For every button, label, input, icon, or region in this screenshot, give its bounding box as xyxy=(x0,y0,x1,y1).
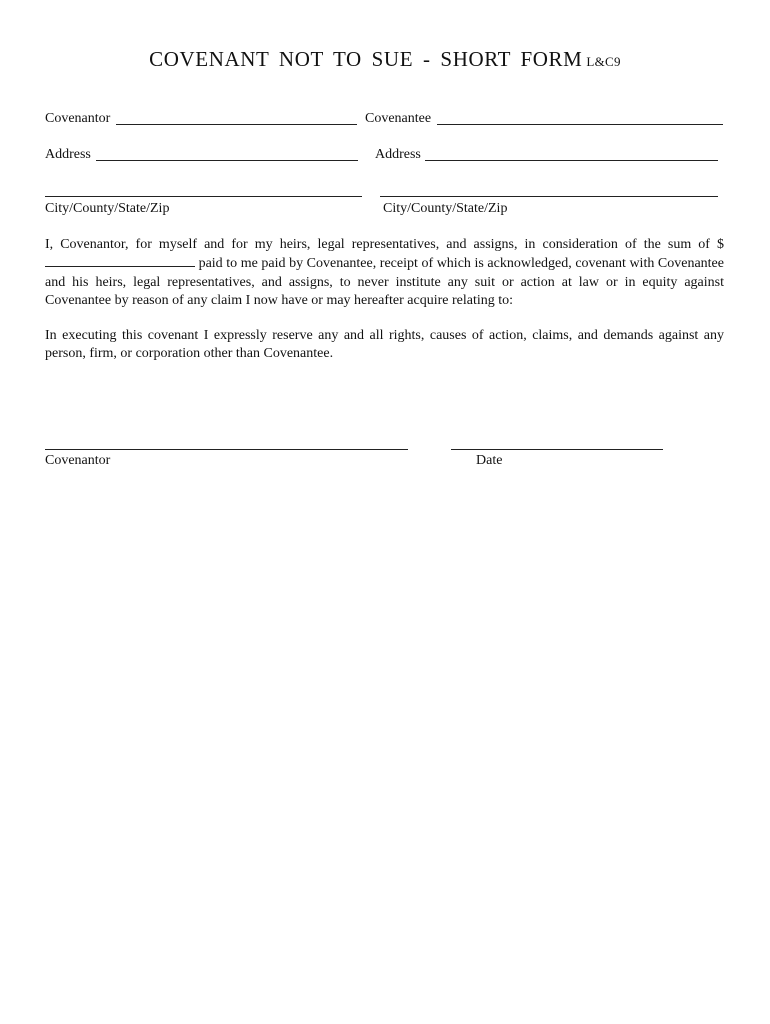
city-left-label: City/County/State/Zip xyxy=(45,201,170,216)
covenantor-label: Covenantor xyxy=(45,111,111,126)
address-left-line[interactable] xyxy=(96,160,358,161)
signature-covenantor-label: Covenantor xyxy=(45,453,111,468)
covenantee-label: Covenantee xyxy=(365,111,432,126)
title-text: COVENANT NOT TO SUE - SHORT FORM xyxy=(149,47,583,71)
para1-start: I, Covenantor, for myself and for my heirs, legal representatives, and assigns, in consideration of the sum of $ xyxy=(45,237,724,252)
date-line[interactable] xyxy=(451,449,663,450)
city-left-line[interactable] xyxy=(45,196,362,197)
signature-date-label: Date xyxy=(476,453,503,468)
covenantor-signature-line[interactable] xyxy=(45,449,408,450)
city-right-line[interactable] xyxy=(380,196,718,197)
form-code: L&C9 xyxy=(586,54,621,69)
para1-rest: paid to me paid by Covenantee, receipt of which is acknowledged, covenant with Covenantee and his heirs, legal representatives, and assigns, to never institute any suit or action at law or in equity against Covenantee by reason of any claim I now have or may hereafter acquire relating to: xyxy=(45,256,724,308)
document-title xyxy=(0,47,770,72)
address-right-label: Address xyxy=(375,147,421,162)
covenantor-name-line[interactable] xyxy=(116,124,357,125)
reservation-paragraph: In executing this covenant I expressly reserve any and all rights, causes of action, claims, and demands against any person, firm, or corporation other than Covenantee. xyxy=(45,328,724,362)
address-left-label: Address xyxy=(45,147,91,162)
covenantee-name-line[interactable] xyxy=(437,124,723,125)
address-right-line[interactable] xyxy=(425,160,718,161)
consideration-paragraph xyxy=(45,236,724,310)
amount-blank-line[interactable] xyxy=(45,254,195,267)
city-right-label: City/County/State/Zip xyxy=(383,201,508,216)
